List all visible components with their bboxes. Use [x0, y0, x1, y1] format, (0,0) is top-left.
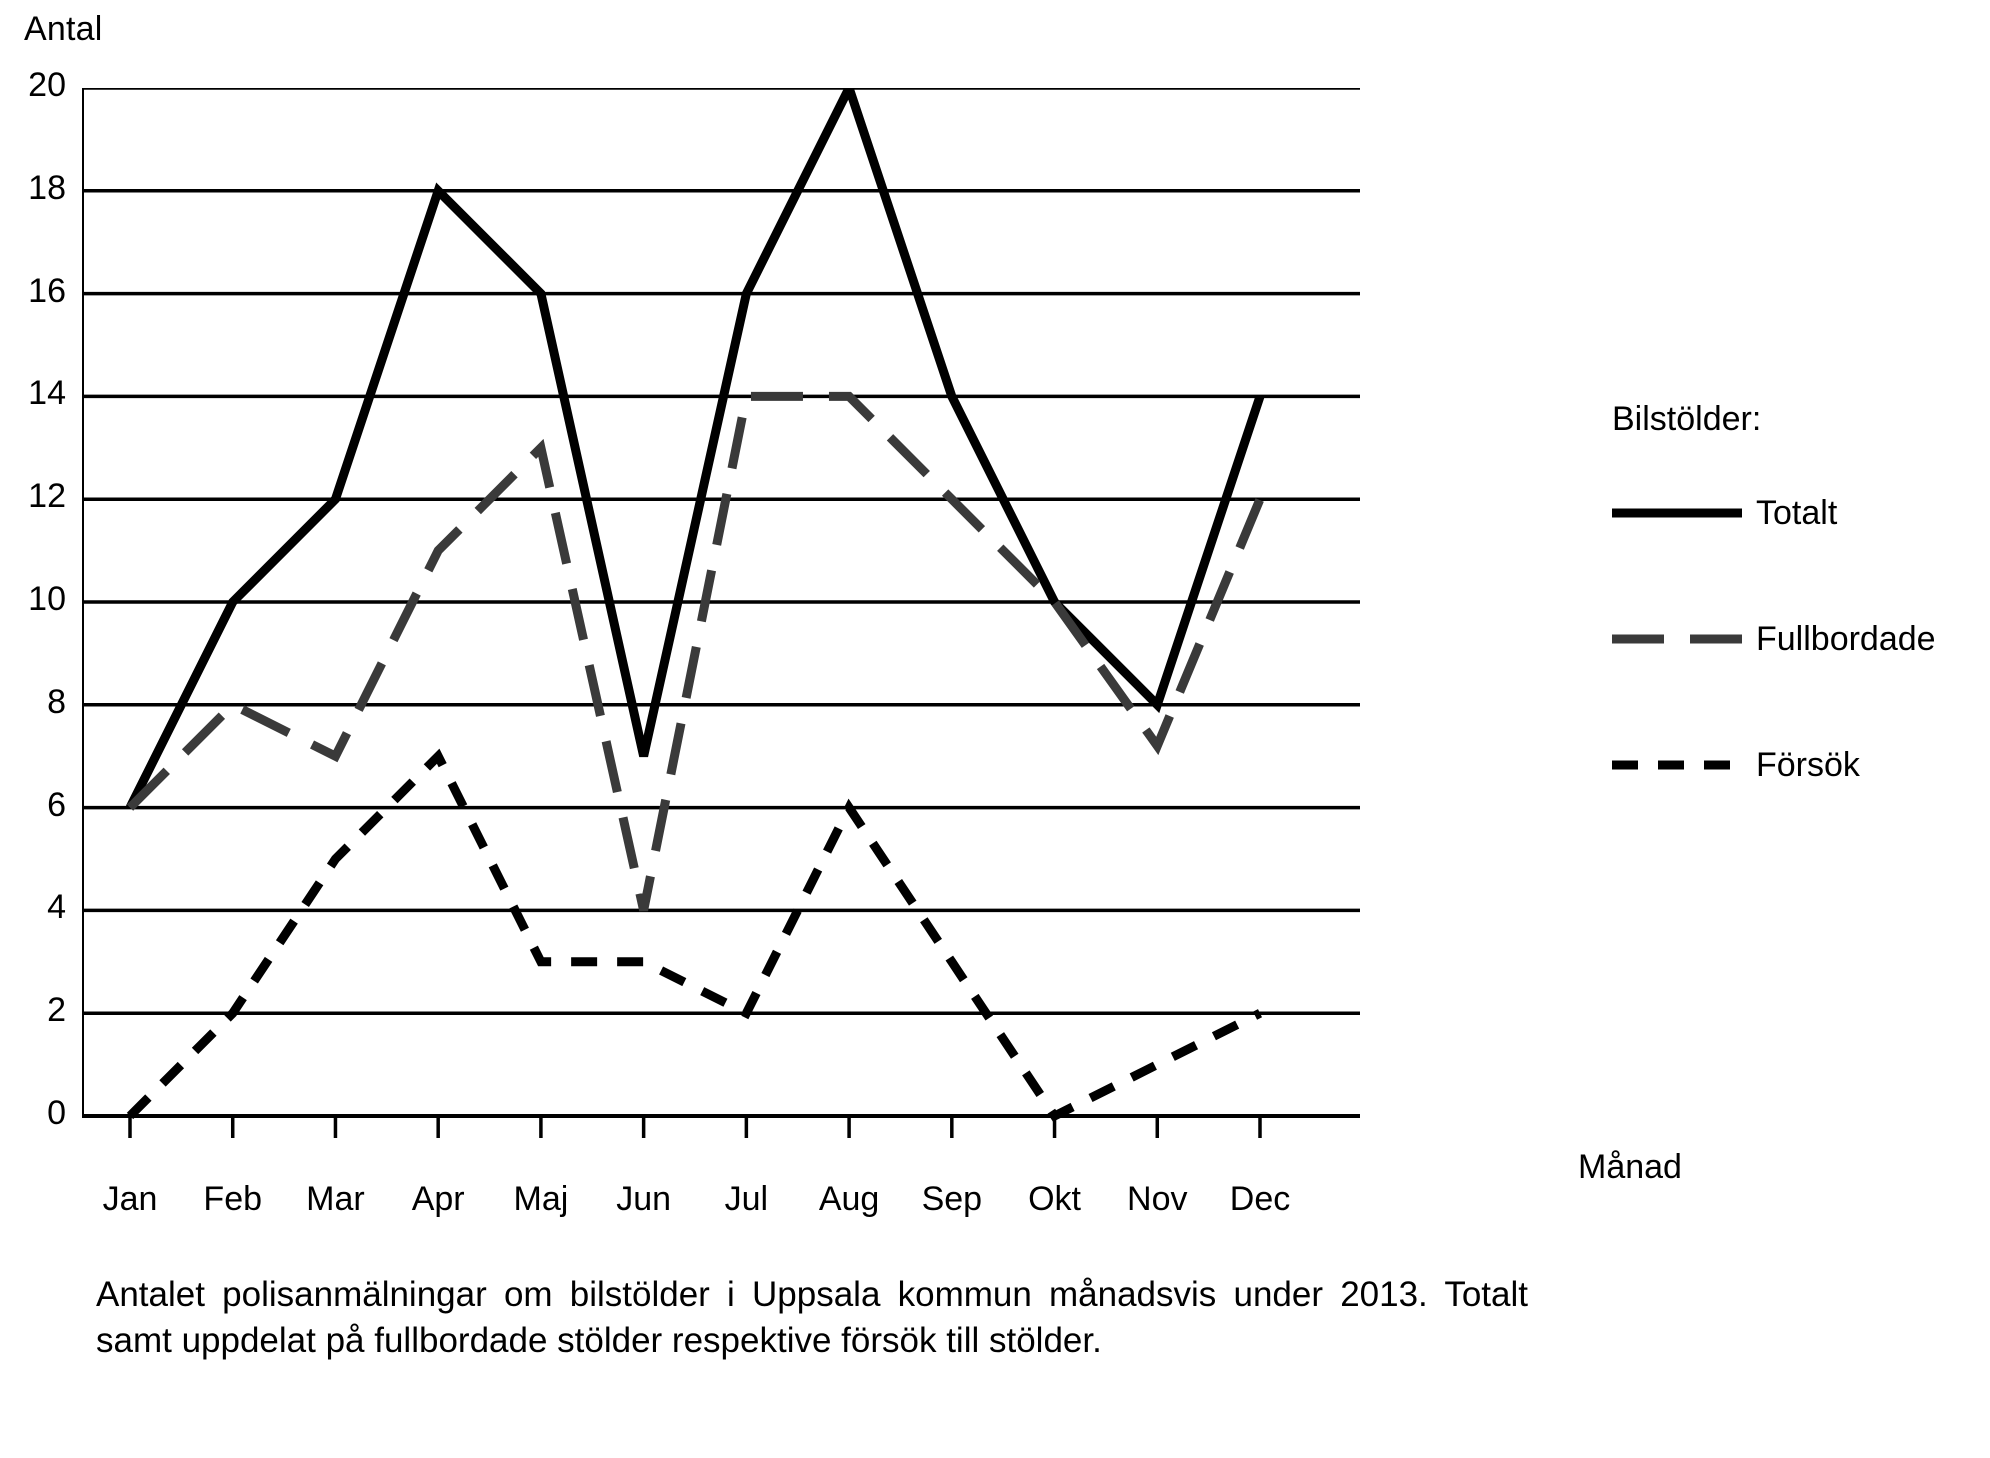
y-tick-label: 12 [28, 477, 66, 516]
x-axis-title: Månad [1578, 1148, 1682, 1186]
legend [1612, 400, 1982, 861]
legend-label: Fullbordade [1756, 619, 1936, 658]
x-tick-label: Okt [1028, 1180, 1081, 1218]
y-tick-label: 18 [28, 168, 66, 207]
legend-line-swatch [1612, 629, 1742, 649]
legend-rows [1612, 483, 1982, 795]
x-tick-label: Nov [1127, 1180, 1188, 1218]
x-tick-label: Apr [411, 1180, 465, 1218]
series-line [130, 88, 1260, 808]
x-tick-label: Sep [921, 1180, 983, 1218]
legend-item [1612, 735, 1982, 795]
legend-line-swatch [1612, 503, 1742, 523]
gridlines [82, 88, 1360, 1116]
x-tick-label: Jul [724, 1180, 769, 1218]
y-tick-label: 10 [28, 580, 66, 618]
y-tick-label: 6 [47, 785, 66, 824]
x-tick-label: Mar [306, 1180, 365, 1218]
y-axis-title: Antal [24, 10, 103, 48]
series-line [130, 756, 1260, 1116]
x-tick-marks [130, 1116, 1260, 1138]
y-tick-label: 4 [47, 888, 66, 927]
figure-caption: Antalet polisanmälningar om bilstölder i Uppsala kommun månadsvis under 2013. Totalt samt uppdelat på fullbordade stölder respektive försök till stölder. [96, 1275, 1528, 1361]
y-tick-label: 8 [47, 682, 66, 721]
legend-label: Försök [1756, 745, 1860, 784]
legend-line-swatch [1612, 755, 1742, 775]
legend-label: Totalt [1756, 493, 1838, 532]
legend-item [1612, 483, 1982, 543]
legend-title: Bilstölder: [1612, 400, 1762, 438]
plot-area [82, 88, 1522, 1170]
plot-svg [82, 88, 1522, 1170]
y-tick-label: 0 [47, 1094, 66, 1132]
x-tick-label: Feb [203, 1180, 263, 1218]
legend-item [1612, 609, 1982, 669]
x-tick-label: Aug [818, 1180, 880, 1218]
y-tick-label: 20 [28, 66, 66, 104]
x-tick-label: Dec [1229, 1180, 1291, 1218]
x-tick-label: Jan [102, 1180, 158, 1218]
series-line [130, 396, 1260, 910]
x-tick-label: Maj [513, 1180, 569, 1218]
y-tick-label: 16 [28, 271, 66, 310]
x-tick-label: Jun [616, 1180, 672, 1218]
y-tick-label: 14 [28, 374, 66, 413]
y-tick-label: 2 [47, 991, 66, 1030]
